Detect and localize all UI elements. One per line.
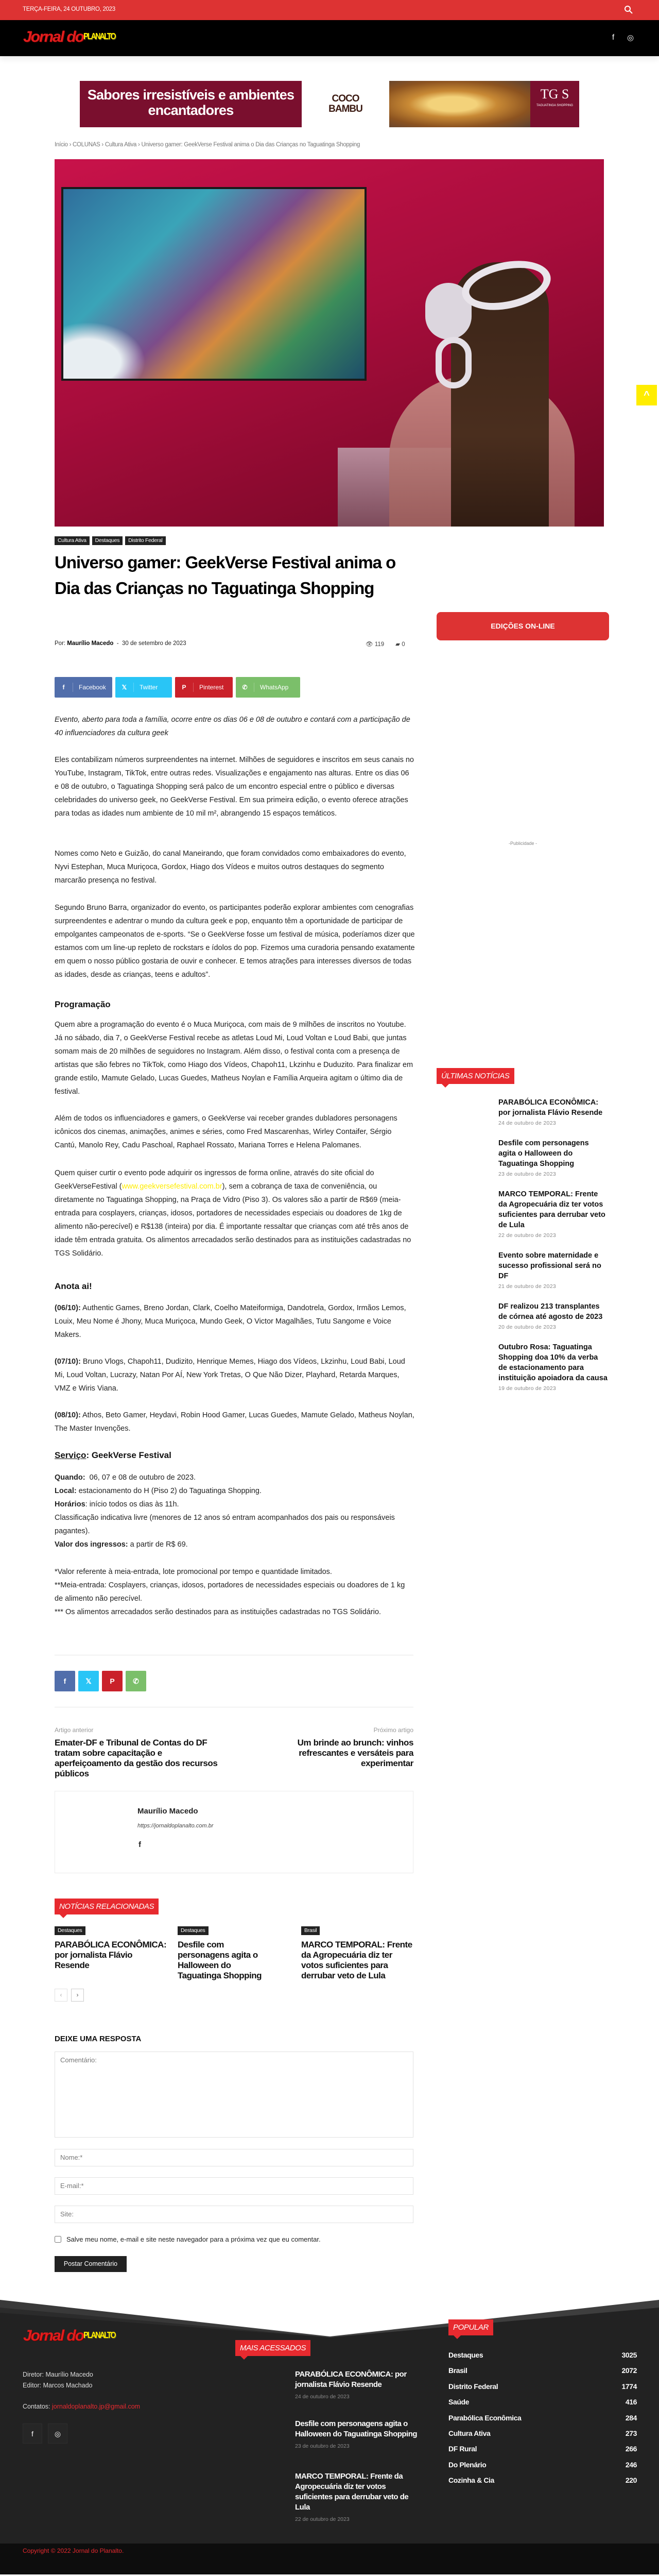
related-heading: NOTÍCIAS RELACIONADAS: [55, 1899, 159, 1914]
news-date: 19 de outubro de 2023: [498, 1385, 556, 1392]
popular-row[interactable]: [448, 2398, 637, 2413]
prev-page-icon[interactable]: ‹: [55, 1989, 67, 2002]
section-heading-programacao: Programação: [55, 999, 111, 1009]
news-title[interactable]: PARABÓLICA ECONÔMICA: por jornalista Flávio Resende: [498, 1098, 603, 1117]
most-read-title[interactable]: Desfile com personagens agita o Halloween do Taguatinga Shopping: [295, 2419, 418, 2438]
footer-director: Diretor: Maurílio Macedo: [23, 2371, 93, 2378]
most-read-title[interactable]: MARCO TEMPORAL: Frente da Agropecuária diz ter votos suficientes para derrubar veto de Lula: [295, 2472, 409, 2512]
article-paragraph: Além de todos os influenciadores e gamers, o GeekVerse vai receber grandes dubladores personagens icônicos dos cinemas, animações, animes e séries, como Fred Mascarenhas, Wirley Contaifer, Sérgio Cantú, Manolo Rey, Cadu Paschoal, Raphael Rossato, Mariana Torres e Helena Palomanes.: [55, 1114, 397, 1149]
whatsapp-icon: ✆: [236, 683, 254, 692]
latest-news-item[interactable]: [498, 1097, 608, 1128]
schedule-names: Bruno Vlogs, Chapoh11, Dudizito, Henrique Memes, Hiago dos Vídeos, Lkzinhu, Loud Babi, Loud Mi, Loud Voltan, Lucrazy, Natan Por AÍ, New York Tretas, O Que Não Dizer, Playhard, Retarda Marques, VMZ e Wiris Viana.: [55, 1358, 405, 1393]
category-count: 273: [625, 2429, 637, 2437]
save-info-row: [55, 2235, 321, 2243]
breadcrumb-colunas[interactable]: COLUNAS: [73, 142, 100, 148]
breadcrumb: Início › COLUNAS › Cultura Ativa › Universo gamer: GeekVerse Festival anima o Dia das Crianças no Taguatinga Shopping: [55, 142, 360, 148]
ad-food-image: [389, 81, 530, 127]
footer-facebook-icon[interactable]: f: [23, 2424, 42, 2444]
breadcrumb-cultura-ativa[interactable]: Cultura Ativa: [105, 142, 137, 148]
comment-icon: ▰: [395, 641, 401, 648]
share-label: Facebook: [79, 684, 106, 691]
save-info-checkbox[interactable]: [55, 2236, 61, 2243]
by-label: Por:: [55, 640, 66, 647]
comment-placeholder: Comentário:: [60, 2056, 97, 2064]
pinterest-icon: P: [175, 683, 194, 692]
tv-screen: [61, 187, 367, 381]
popular-heading: POPULAR: [448, 2319, 493, 2335]
category-count: 3025: [621, 2351, 637, 2359]
section-heading-servico: [55, 1450, 171, 1461]
service-value: 06, 07 e 08 de outubro de 2023.: [85, 1473, 196, 1482]
article-lede: Evento, aberto para toda a família, ocorre entre os dias 06 e 08 de outubro e contará com a participação de 40 influenciadores da cultura geek: [55, 716, 410, 737]
site-placeholder: Site:: [60, 2210, 74, 2218]
article-paragraph: Eles contabilizam números surpreendentes na internet. Milhões de seguidores e inscritos em seus canais no YouTube, Instagram, TikTok, entre outras redes. Visualizações e engajamento nas alturas. Entre os dias 06 e 08 de outubro, o Taguatinga Shopping será palco de um encontro especial entre o público e diversas celebridades do universo geek, no GeekVerse Festival. Em sua primeira edição, o evento oferece atrações para todas as idades num ambiente de 10 mil m², abrangendo 15 espaços temáticos.: [55, 756, 414, 818]
related-tag[interactable]: Destaques: [55, 1926, 85, 1935]
logo-text-planalto: PLANALTO: [83, 31, 115, 42]
share-label: WhatsApp: [260, 684, 289, 691]
eye-icon: 👁: [366, 641, 373, 648]
category-tags: [55, 536, 166, 545]
servico-link[interactable]: Serviço: [55, 1450, 86, 1460]
facebook-icon[interactable]: f: [612, 33, 615, 42]
footer-logo[interactable]: [23, 2328, 444, 2344]
category-name[interactable]: Distrito Federal: [448, 2382, 498, 2391]
ad-label: -Publicidade -: [508, 841, 537, 846]
article-meta: Por: Maurílio Macedo - 30 de setembro de 2023: [55, 640, 186, 647]
latest-news-item[interactable]: [498, 1250, 608, 1292]
article-paragraph: Nomes como Neto e Guizão, do canal Maneirando, que foram convidados como embaixadores do evento, Nyvi Estephan, Muca Muriçoca, Gordox, Hiago dos Vídeos e muitos outros destaques do segmento marcarão presença no festival.: [55, 850, 406, 885]
share-whatsapp-button[interactable]: [236, 677, 300, 698]
most-read-heading: MAIS ACESSADOS: [235, 2340, 310, 2356]
edicoes-online-button[interactable]: EDIÇÕES ON-LINE: [437, 612, 609, 640]
article-title: Universo gamer: GeekVerse Festival anima o Dia das Crianças no Taguatinga Shopping: [55, 553, 396, 598]
news-date: 24 de outubro de 2023: [498, 1120, 556, 1126]
service-line: [55, 1511, 415, 1538]
next-article[interactable]: [247, 1726, 413, 1769]
news-date: 22 de outubro de 2023: [498, 1232, 556, 1239]
contact-label: Contatos:: [23, 2403, 52, 2410]
latest-news-item[interactable]: [498, 1342, 608, 1394]
logo-text-planalto: PLANALTO: [83, 2330, 115, 2341]
category-name[interactable]: Cultura Ativa: [448, 2429, 491, 2437]
share-label: Pinterest: [199, 684, 224, 691]
most-read-item[interactable]: [295, 2419, 419, 2449]
related-title[interactable]: PARABÓLICA ECONÔMICA: por jornalista Flávio Resende: [55, 1940, 167, 1970]
news-title[interactable]: Desfile com personagens agita o Halloween do Taguatinga Shopping: [498, 1139, 589, 1168]
view-count: 119: [374, 641, 385, 648]
tag-destaques[interactable]: Destaques: [92, 536, 123, 545]
service-line: [55, 1484, 415, 1498]
category-count: 2072: [621, 2366, 637, 2375]
category-name[interactable]: Do Plenário: [448, 2460, 487, 2469]
article-paragraph: Quem abre a programação do evento é o Muca Muriçoca, com mais de 9 milhões de inscritos no Youtube. Já no sábado, dia 7, o GeekVerse Festival recebe as atletas Loud Mi, Loud Voltan e Loud Babi, que juntas somam mais de 20 milhões de seguidores no Instagram. Além disso, o festival conta com a presença de artistas que são febres no TikTok, como Hiago dos Vídeos, Chapoh11, Lkzinhu e Duduzito. Para finalizar em grande estilo, Mamute Gelado, Lucas Guedes, Matheus Noylan e Família Arqueira agitam o último dia de festival.: [55, 1021, 413, 1096]
tickets-text: Quem quiser curtir o evento pode adquirir os ingressos de forma online, através do site oficial do GeekVerseFestival (: [55, 1169, 374, 1191]
author-box: [55, 1791, 413, 1873]
next-label: Próximo artigo: [373, 1726, 413, 1734]
related-tag[interactable]: Destaques: [178, 1926, 209, 1935]
latest-news-item[interactable]: [498, 1301, 608, 1332]
logo-text-jornal: Jornal do: [23, 2327, 84, 2344]
category-name[interactable]: Brasil: [448, 2366, 467, 2375]
footer-editor: Editor: Marcos Machado: [23, 2382, 93, 2389]
comment-count[interactable]: 0: [402, 641, 405, 648]
share-x-icon[interactable]: 𝕏: [78, 1671, 99, 1691]
share-whatsapp-icon[interactable]: ✆: [126, 1671, 146, 1691]
ad-banner[interactable]: [80, 81, 579, 127]
news-date: 23 de outubro de 2023: [498, 1171, 556, 1177]
latest-news-item[interactable]: [498, 1138, 608, 1179]
service-value: estacionamento do H (Piso 2) do Taguatinga Shopping.: [76, 1487, 262, 1495]
name-input[interactable]: [55, 2149, 413, 2166]
category-count: 246: [625, 2460, 637, 2469]
category-name[interactable]: Saúde: [448, 2398, 470, 2406]
breadcrumb-home[interactable]: Início: [55, 142, 68, 148]
service-label: Quando:: [55, 1473, 85, 1482]
schedule-day: [55, 1301, 415, 1342]
service-line: [55, 1471, 415, 1484]
news-title[interactable]: DF realizou 213 transplantes de córnea até agosto de 2023: [498, 1302, 603, 1321]
news-title[interactable]: MARCO TEMPORAL: Frente da Agropecuária diz ter votos suficientes para derrubar veto de Lula: [498, 1190, 605, 1229]
email-input[interactable]: [55, 2177, 413, 2195]
footnote: **Meia-entrada: Cosplayers, crianças, idosos, portadores de necessidades especiais ou doadores de 1 kg de alimento não perecível.: [55, 1581, 405, 1603]
service-line: [55, 1538, 415, 1551]
article-paragraph-tickets: [55, 1166, 415, 1260]
category-name[interactable]: Parabólica Econômica: [448, 2413, 522, 2422]
footnote: *Valor referente à meia-entrada, lote promocional por tempo e quantidade limitados.: [55, 1568, 332, 1576]
schedule-day: [55, 1409, 415, 1435]
name-placeholder: Nome:*: [60, 2154, 83, 2161]
category-count: 416: [625, 2398, 637, 2406]
service-line: [55, 1498, 415, 1511]
service-label: Horários: [55, 1500, 85, 1509]
ad-brand-logo: [302, 81, 389, 127]
popular-row[interactable]: [448, 2445, 637, 2460]
service-value: : início todos os dias às 11h.: [85, 1500, 179, 1509]
tag-distrito-federal[interactable]: Distrito Federal: [125, 536, 165, 545]
comment-textarea[interactable]: [55, 2052, 413, 2138]
top-bar: [0, 0, 659, 20]
search-icon[interactable]: [624, 5, 633, 14]
vr-controller: [436, 337, 472, 388]
related-title[interactable]: Desfile com personagens agita o Halloween do Taguatinga Shopping: [178, 1940, 262, 1980]
tag-cultura-ativa[interactable]: Cultura Ativa: [55, 536, 90, 545]
share-twitter-button[interactable]: [115, 677, 172, 698]
featured-image: [55, 159, 604, 527]
most-read-date: 23 de outubro de 2023: [295, 2443, 350, 2449]
service-info: [55, 1471, 415, 1551]
schedule-date: (08/10):: [55, 1411, 81, 1419]
author-link[interactable]: Maurílio Macedo: [67, 640, 114, 647]
service-value: a partir de R$ 69.: [128, 1540, 188, 1549]
latest-news-heading: ÚLTIMAS NOTÍCIAS: [437, 1068, 514, 1084]
category-count: 220: [625, 2476, 637, 2485]
most-read-item[interactable]: [295, 2471, 419, 2522]
service-label: Valor dos ingressos:: [55, 1540, 128, 1549]
category-count: 266: [625, 2445, 637, 2453]
servico-heading-rest: : GeekVerse Festival: [86, 1450, 171, 1460]
service-value: Classificação indicativa livre (menores de 12 anos só entram acompanhados dos pais ou responsáveis pagantes).: [55, 1514, 395, 1535]
facebook-icon: f: [55, 683, 73, 692]
next-page-icon[interactable]: ›: [71, 1989, 84, 2002]
news-title[interactable]: Outubro Rosa: Taguatinga Shopping doa 10% da verba de estacionamento para instituição apoiadora da causa: [498, 1343, 608, 1382]
share-facebook-icon[interactable]: f: [55, 1671, 75, 1691]
ad-brand-2: BAMBU: [328, 104, 362, 114]
popular-row[interactable]: [448, 2414, 637, 2429]
most-read-item[interactable]: [295, 2369, 419, 2400]
article-paragraph: Segundo Bruno Barra, organizador do evento, os participantes poderão explorar ambientes com cenografias surpreendentes e adentrar o mundo da cultura geek e pop, enquanto têm a oportunidade de participar de empolgantes campeonatos de e-sports. “Se o GeekVerse fosse um festival de música, poderíamos dizer que estamos com um line-up repleto de rockstars e ídolos do pop. Fizemos uma curadoria pensando exatamente em quem o nosso público gostaria de ouvir e conhecer. E temos atrações para interesses diversos de todas as idades, desde as crianças, teens e adultos”.: [55, 904, 415, 979]
ad-tgs-logo: [530, 81, 579, 127]
author-url[interactable]: https://jornaldoplanalto.com.br: [137, 1823, 214, 1829]
prev-title[interactable]: Emater-DF e Tribunal de Contas do DF tratam sobre capacitação e aperfeiçoamento da gestão dos recursos públicos: [55, 1738, 218, 1778]
share-bar-bottom: [55, 1671, 146, 1691]
schedule-date: (07/10):: [55, 1358, 81, 1366]
news-date: 20 de outubro de 2023: [498, 1324, 556, 1330]
current-date: TERÇA-FEIRA, 24 OUTUBRO, 2023: [23, 6, 115, 12]
ad-headline: Sabores irresistíveis e ambientes encantadores: [80, 81, 302, 127]
copyright-text: Copyright © 2022 Jornal do Planalto.: [23, 2547, 124, 2554]
popular-row[interactable]: [448, 2476, 637, 2492]
back-to-top-button[interactable]: ^: [636, 385, 657, 405]
popular-row[interactable]: [448, 2351, 637, 2366]
related-tag[interactable]: Brasil: [301, 1926, 320, 1935]
category-name[interactable]: Cozinha & Cia: [448, 2476, 494, 2485]
email-placeholder: E-mail:*: [60, 2182, 84, 2190]
footer-instagram-icon[interactable]: ◎: [48, 2424, 67, 2444]
related-card[interactable]: [301, 1925, 415, 1981]
contact-email-link[interactable]: jornaldoplanalto.jp@gmail.com: [51, 2403, 141, 2410]
save-info-label[interactable]: Salve meu nome, e-mail e site neste navegador para a próxima vez que eu comentar.: [66, 2235, 321, 2243]
latest-news-list: [498, 1097, 608, 1403]
prev-article[interactable]: [55, 1726, 224, 1779]
tickets-text: ), sem a cobrança de taxa de conveniência, ou diretamente no Taguatinga Shopping, na Praça de Vidro (Piso 3). Os valores são a partir de R$69 (meia-entrada para cosplayers, crianças, idosos, portadores de necessidades especiais ou doadores de 1kg de alimento não-perecível) e R$138 (inteira) por dia. É importante ressaltar que crianças com até três anos de idade têm entrada gratuita. Os alimentos arrecadados serão destinados para as instituições cadastradas no TGS Solidário.: [55, 1182, 411, 1258]
ad-tgs-sub: TAGUATINGA SHOPPING: [536, 104, 574, 107]
schedule-date: (06/10):: [55, 1304, 81, 1312]
instagram-icon[interactable]: ◎: [627, 33, 634, 42]
most-read-title[interactable]: PARABÓLICA ECONÔMICA: por jornalista Flávio Resende: [295, 2370, 407, 2389]
article-stats: [366, 640, 405, 648]
news-title[interactable]: Evento sobre maternidade e sucesso profissional será no DF: [498, 1251, 601, 1280]
related-title[interactable]: MARCO TEMPORAL: Frente da Agropecuária diz ter votos suficientes para derrubar veto de Lula: [301, 1940, 412, 1980]
share-facebook-button[interactable]: [55, 677, 112, 698]
popular-row[interactable]: [448, 2461, 637, 2476]
logo-text-jornal: Jornal do: [23, 28, 84, 45]
category-name[interactable]: Destaques: [448, 2351, 483, 2359]
share-label: Twitter: [140, 684, 158, 691]
news-date: 21 de outubro de 2023: [498, 1283, 556, 1290]
latest-news-item[interactable]: [498, 1189, 608, 1241]
popular-row[interactable]: [448, 2429, 637, 2445]
site-logo[interactable]: [23, 29, 444, 45]
category-name[interactable]: DF Rural: [448, 2445, 477, 2453]
site-input[interactable]: [55, 2206, 413, 2223]
schedule-day: [55, 1355, 415, 1395]
ad-tgs-text: TG S: [540, 87, 569, 101]
prev-label: Artigo anterior: [55, 1726, 94, 1734]
ad-brand-1: COCO: [332, 93, 359, 104]
share-pinterest-button[interactable]: [175, 677, 233, 698]
section-heading-anota: Anota ai!: [55, 1281, 92, 1291]
related-card[interactable]: [55, 1925, 169, 1971]
share-bar: [55, 677, 300, 698]
facebook-icon[interactable]: f: [138, 1840, 141, 1849]
comment-heading: DEIXE UMA RESPOSTA: [55, 2035, 142, 2043]
most-read-date: 22 de outubro de 2023: [295, 2516, 350, 2522]
breadcrumb-current: Universo gamer: GeekVerse Festival anima o Dia das Crianças no Taguatinga Shopping: [141, 142, 360, 148]
next-title[interactable]: Um brinde ao brunch: vinhos refrescantes e versáteis para experimentar: [297, 1738, 413, 1768]
post-comment-button[interactable]: Postar Comentário: [55, 2256, 127, 2272]
service-label: Local:: [55, 1487, 77, 1495]
festival-site-link[interactable]: www.geekversefestival.com.br: [122, 1182, 222, 1191]
most-read-date: 24 de outubro de 2023: [295, 2394, 350, 2400]
popular-row[interactable]: [448, 2366, 637, 2382]
footnotes: [55, 1565, 415, 1619]
schedule-names: Authentic Games, Breno Jordan, Clark, Coelho Mateiformiga, Dandotrela, Gordox, Irmãos Lemos, Louix, Meu Nome é Jhony, Muca Muriçoca, Mundo Geek, O Victor Magalhães, Tutu Sangome e Voice Makers.: [55, 1304, 406, 1339]
footnote: *** Os alimentos arrecadados serão destinados para as instituições cadastradas no TGS Solidário.: [55, 1608, 381, 1616]
category-count: 284: [625, 2413, 637, 2422]
popular-row[interactable]: [448, 2382, 637, 2398]
related-card[interactable]: [178, 1925, 275, 1981]
schedule-names: Athos, Beto Gamer, Heydavi, Robin Hood Gamer, Lucas Guedes, Mamute Gelado, Matheus Noylan, The Master Invenções.: [55, 1411, 414, 1433]
author-name[interactable]: Maurílio Macedo: [137, 1807, 198, 1816]
footer-contact: [23, 2403, 140, 2410]
share-pinterest-icon[interactable]: P: [102, 1671, 123, 1691]
publish-date: 30 de setembro de 2023: [122, 640, 186, 647]
site-header: [0, 20, 659, 56]
x-icon: 𝕏: [115, 683, 134, 692]
copyright-bar: [0, 2544, 659, 2574]
category-count: 1774: [621, 2382, 637, 2391]
popular-categories: [448, 2351, 637, 2492]
